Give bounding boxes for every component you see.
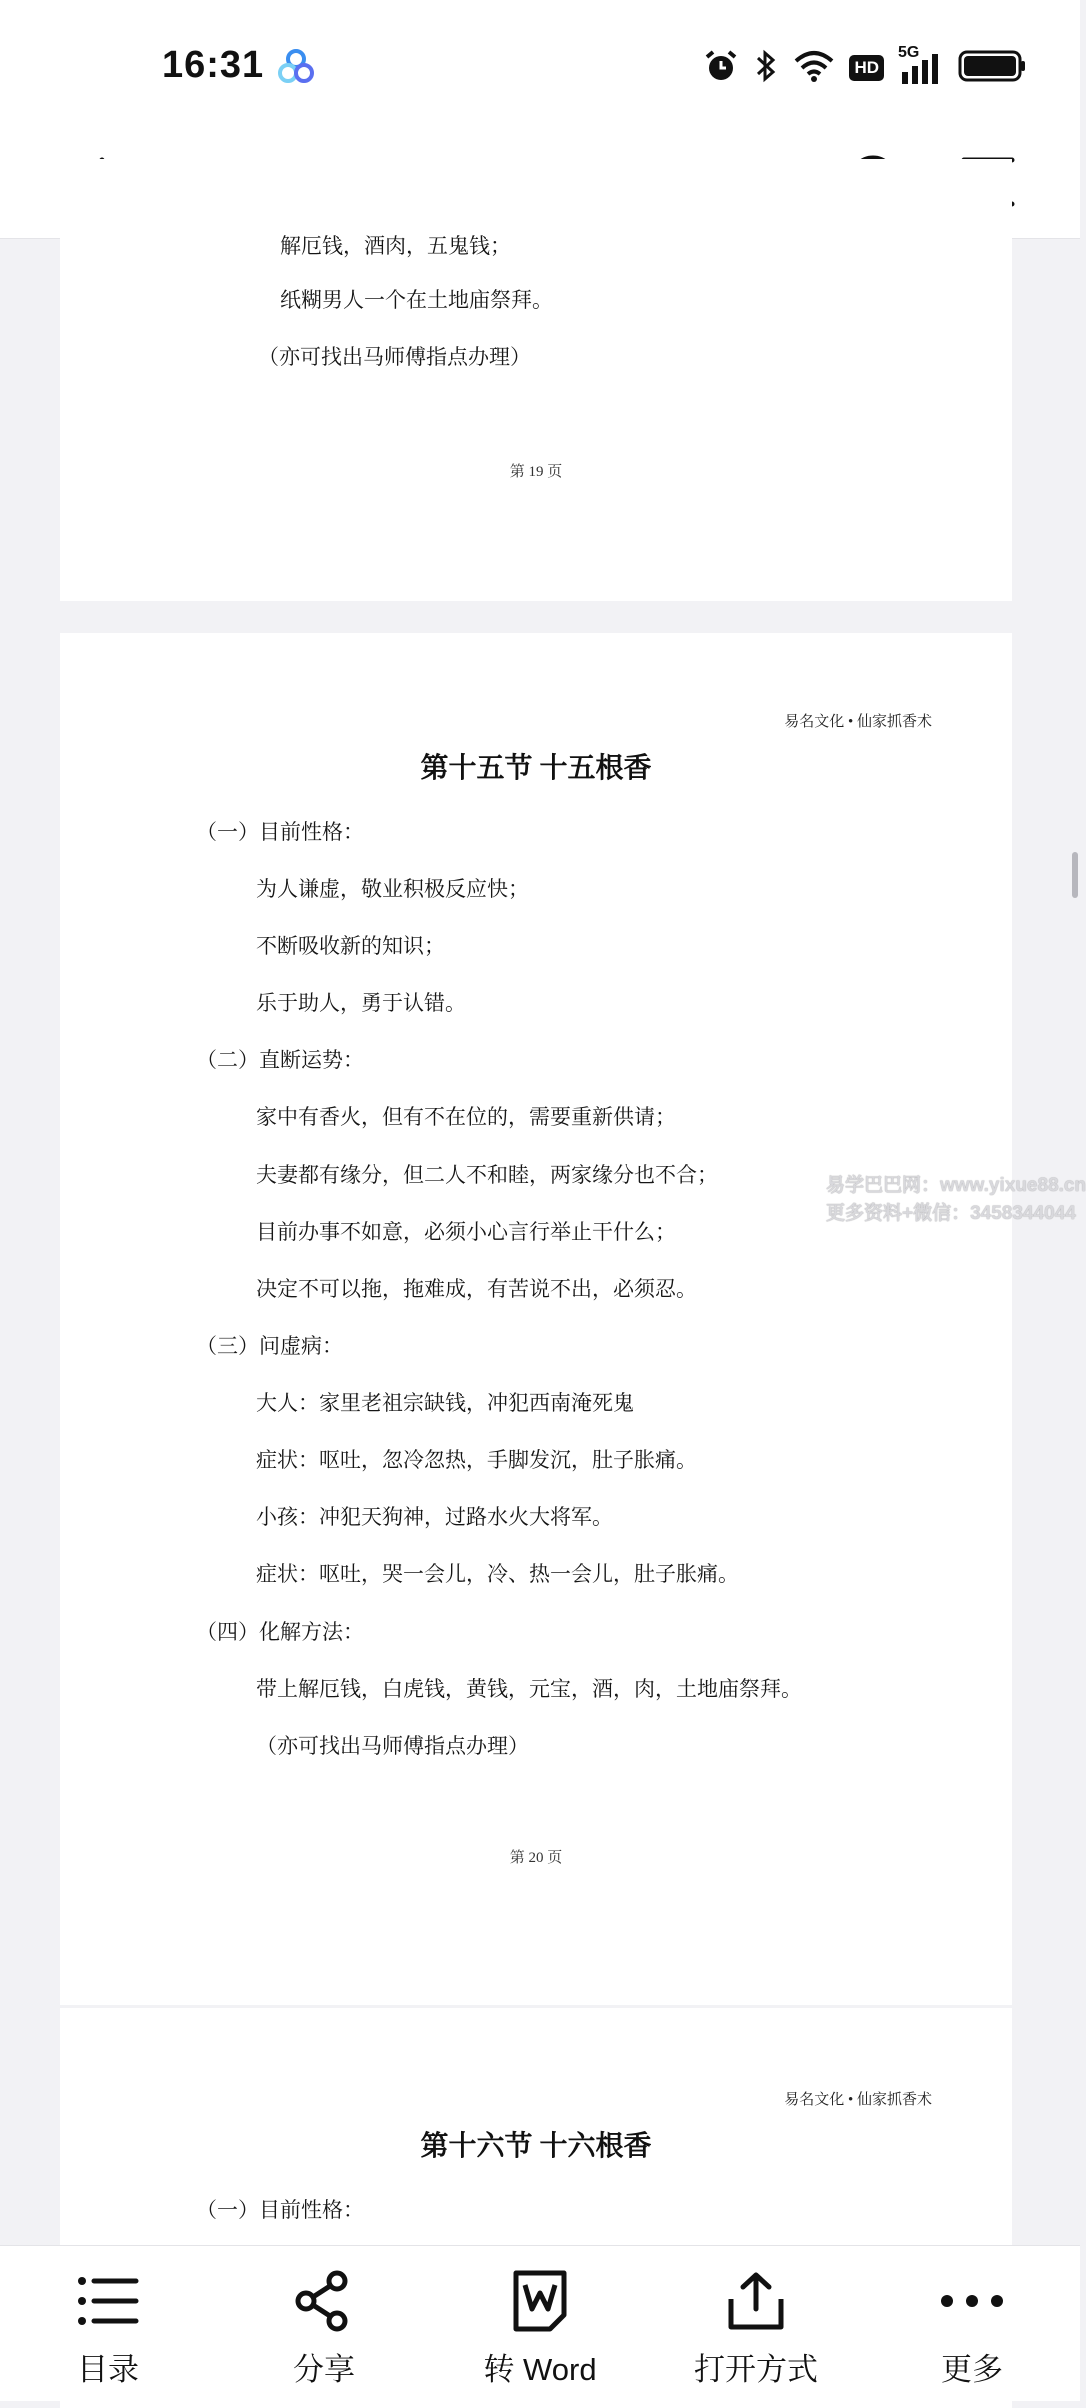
page-text-line: 为人谦虚，敬业积极反应快； (256, 877, 529, 901)
bottom-toolbar (0, 2245, 1080, 2401)
alarm-icon (703, 48, 739, 89)
watermark-line: 易学巴巴网：www.yixue88.cn (826, 1175, 1086, 1196)
page-text-line: 大人：家里老祖宗缺钱，冲犯西南淹死鬼 (256, 1391, 634, 1415)
page-text-line: （一）目前性格： (196, 820, 364, 844)
page-text-line: （一）目前性格： (196, 2198, 364, 2222)
pdf-viewer[interactable] (0, 234, 1080, 2245)
watermark-line: 更多资料+微信：3458344044 (826, 1203, 1076, 1224)
pdf-page-19 (60, 159, 1012, 601)
page-text-line: 纸糊男人一个在土地庙祭拜。 (280, 288, 553, 312)
toolbar-label: 转 Word (483, 2352, 597, 2387)
page-text-line: （四）化解方法： (196, 1620, 364, 1644)
watermark (826, 1172, 1086, 1228)
toolbar-label: 打开方式 (694, 2352, 818, 2387)
section-title: 第十五节 十五根香 (420, 753, 652, 784)
page-number: 第 20 页 (509, 1850, 563, 1866)
more-dots-icon (937, 2291, 1007, 2311)
page-text-line: （亦可找出马师傅指点办理） (256, 1734, 529, 1758)
share-icon (293, 2270, 355, 2332)
list-icon (76, 2273, 140, 2329)
app-indicator-icon (276, 46, 316, 86)
status-time: 16:31 (162, 44, 265, 86)
toolbar-label: 更多 (941, 2352, 1003, 2387)
page-text-line: 带上解厄钱，白虎钱，黄钱，元宝，酒，肉，土地庙祭拜。 (256, 1677, 802, 1701)
page-text-line: 不断吸收新的知识； (256, 934, 445, 958)
page-text-line: 目前办事不如意，必须小心言行举止干什么； (256, 1220, 676, 1244)
hd-badge: HD (849, 55, 884, 81)
status-icons (703, 44, 1028, 88)
page-number: 第 19 页 (509, 464, 563, 480)
signal-5g-icon (898, 44, 944, 86)
page-header: 易名文化 • 仙家抓香术 (784, 714, 932, 730)
open-with-icon (725, 2269, 787, 2333)
page-text-line: 决定不可以拖，拖难成，有苦说不出，必须忍。 (256, 1277, 697, 1301)
section-title: 第十六节 十六根香 (420, 2131, 652, 2162)
toolbar-more-button[interactable] (864, 2246, 1080, 2401)
toolbar-label: 目录 (77, 2352, 139, 2387)
toolbar-contents-button[interactable] (0, 2246, 216, 2401)
page-text-line: 解厄钱，酒肉，五鬼钱； (280, 234, 511, 258)
toolbar-convert-word-button[interactable] (432, 2246, 648, 2401)
page-text-line: 症状：呕吐，忽冷忽热，手脚发沉，肚子胀痛。 (256, 1448, 697, 1472)
page-text-line: （二）直断运势： (196, 1048, 364, 1072)
toolbar-share-button[interactable] (216, 2246, 432, 2401)
page-text-line: 家中有香火，但有不在位的，需要重新供请； (256, 1105, 676, 1129)
battery-icon (958, 49, 1028, 88)
page-text-line: 症状：呕吐，哭一会儿，冷、热一会儿，肚子胀痛。 (256, 1562, 739, 1586)
page-header: 易名文化 • 仙家抓香术 (784, 2092, 932, 2108)
bluetooth-icon (753, 48, 779, 89)
page-text-line: （亦可找出马师傅指点办理） (258, 345, 531, 369)
scrollbar-thumb[interactable] (1072, 852, 1078, 898)
network-type-label: 5G (898, 44, 920, 61)
toolbar-open-with-button[interactable] (648, 2246, 864, 2401)
word-convert-icon (510, 2269, 570, 2333)
page-text-line: 乐于助人，勇于认错。 (256, 991, 466, 1015)
page-text-line: （三）问虚病： (196, 1334, 343, 1358)
pdf-page-20 (60, 633, 1012, 2005)
wifi-icon (793, 49, 835, 88)
page-text-line: 夫妻都有缘分，但二人不和睦，两家缘分也不合； (256, 1163, 718, 1187)
page-text-line: 小孩：冲犯天狗神，过路水火大将军。 (256, 1505, 613, 1529)
toolbar-label: 分享 (293, 2352, 355, 2387)
status-bar (0, 0, 1080, 132)
